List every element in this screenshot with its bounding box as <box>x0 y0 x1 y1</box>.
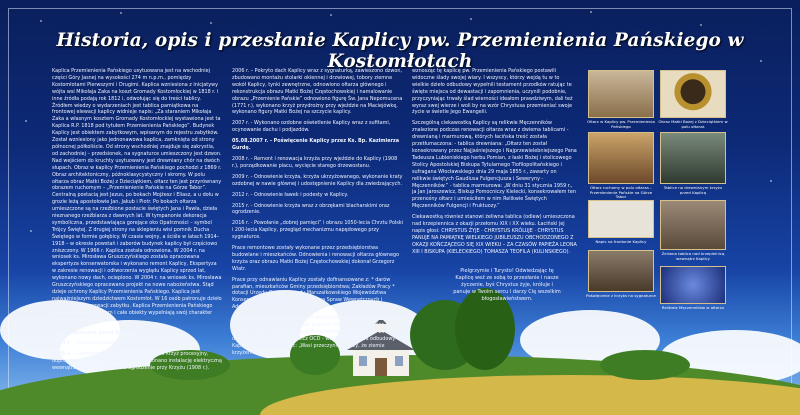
pilgrim-message: Pielgrzymie i Turysto! Odwiedzając tę Kaplicę weź ze sobą to przesłanie i nasze życzenie, byś Chrystus żyje, króluje i panuje w Twoim sercu i darzy Cię wszelkim błogosławieństwem. <box>453 268 561 302</box>
photo-transfiguration <box>588 132 654 184</box>
works-paragraph: 2008 r. - Remont i renowacja krzyża przy wjeździe do Kaplicy (1908 r.), porządkowanie placu, wycięcie starego drzewostanu. <box>232 155 398 169</box>
star-decoration <box>470 18 472 20</box>
photo-iron-plaque <box>660 200 726 250</box>
star-decoration <box>590 11 592 13</box>
message-paragraph: wznosząc tę kaplicę pw. Przemienienia Pańskiego postawili widoczne ślady swojej wiary. I wszyscy, którzy wejdą tu w to wielkie dzieło odbudowy wypełnili testament przodków ratując te święte miejsca od dewastacji i zapomnienia, uczynili podobnie, przyczyniając trwały ślad wierności ideałom prawdziwym, dali też wyraz swej wierze i woli by na wzór Chrystusa przemieniać swoje życie w świetle Jego Ewangelii. <box>412 68 573 116</box>
photo-caption: Relikwie Męczenników w ołtarzu <box>661 305 725 310</box>
tree <box>600 350 690 380</box>
works-item-text: – Zrekonstruowano Krzyż (1852 r.) <box>70 340 157 347</box>
plaque-paragraph: Ciekawostką również stanowi żeliwna tablica (odlew) umieszczona nad krzepiennica z okazji przełomu XIX i XX wieku. Łaciński jej napis głosi: CHRYSTUS ŻYJE · CHRYSTUS KRÓLUJE · CHRYSTUS PANUJE NA PAMIĄTKĘ WIELKIEGO JUBILEUSZU OBCHODZONEGO Z OKAZJI KOŃCZĄCEGO SIĘ XIX WIEKU – ZA CZASÓW PAPIEŻA LEONA XIII I BISKUPA (KIELECKIEGO) TOMASZA TEOFILA (KULINSKIEGO). <box>412 214 577 255</box>
photo-altar <box>588 70 654 118</box>
photo-belfry-cross <box>588 250 654 292</box>
text-column-1 <box>52 68 222 376</box>
works-paragraph: 2009 r. - Odnowienie krzyża, krzyża ukrzyżowanego, wykonanie kraty ozdobnej w nawie głównej i udostępnienie Kaplicy dla zwiedzających. <box>232 173 403 187</box>
photo-caption: Żeliwna tablica nad krzepielnicą wewnątrz Kaplicy <box>661 251 725 261</box>
star-decoration <box>700 24 702 26</box>
star-decoration <box>30 230 32 232</box>
text-column-3 <box>412 68 577 260</box>
works-item-year: 2005 r. <box>52 351 71 358</box>
photo-madonna <box>660 70 726 118</box>
star-decoration <box>770 180 772 182</box>
photo-caption: Poświęcenie z krzyża na sygnaturce <box>586 293 656 298</box>
star-decoration <box>40 20 42 22</box>
works-paragraph: 2015 r. - Odnowienie krzyża wraz z obrzękami blacharskimi oraz ogrodzenie. <box>232 202 390 216</box>
works-paragraph: 2016 r. - Powołanie „dobrej pamięci” i obrazu 1050-lecia Chrztu Polski i 200-lecia Kaplicy, przegląd mechanizmu napędowego przy sygnaturce. <box>232 220 404 241</box>
photo-relics <box>660 266 726 304</box>
star-decoration <box>25 120 27 122</box>
works-paragraph: 05.08.2007 r. - Poświęcenie Kaplicy przez Ks. Bp. Kazimierza Gurdę. <box>232 138 400 152</box>
relics-paragraph: Szczególną ciekawostką Kaplicy są relikwie Męczenników znalezione podczas renowacji ołtarza wraz z dwiema tablicami - drewnianą i marmurową, których łacińska treść została przetłumaczona: - tablica drewniana: „Ołtarz ten został konsekrowany przez Najjaśniejszego i Najprzewielebniejszego Pana Tadeusza Lubieniskiego herbu Pomian, z łaski Bożej i stolicowego Stolicy Apostolskiej Biskupa Tytularnego Tiofilopolitańskiego i sufragana Włocławskiego dnia 29 maja 1855 r., zawarty on relikwie świętych Gaudiusa Fulgencjusza i Seweryny - Męczenników.” - tablica marmurowa: „W dniu 31 stycznia 1959 r., ja Jan Jaroszewicz, Biskup Pomocniczy Kielecki, konsekrowałem ten przenośny ołtarz i umieściłem w nim Relikwie Świętych Męczenników Fulgencji i Fruktuozy.” <box>412 120 577 210</box>
star-decoration <box>330 14 332 16</box>
photo-caption: Napis na frontonie Kaplicy <box>595 239 647 244</box>
photo-caption: Ołtarz w Kaplicy pw. Przemienienia Pańskiego <box>587 119 655 129</box>
closing-paragraph: Dzięki zaangażowaniu wszystkich Kaplica odzyskała swą świetność jako miejsce modlitwy i zabytek jedności kultury. Słuszne więc w uwagi, Komitet z okazji odbycia Przemienienia Pańskiego w 2006 r., o. dr hab. Szczepan T.Praśkiewicz OCD - wspólnocie działa odbudowy Kaplicy - mógł powiedzieć: „Wasi przeczynie znaczy, że ziemie krzyżem. <box>232 315 404 356</box>
works-paragraph: 2007 r. - Wykonano ozdobne oświetlenie Kaplicy wraz z sufitami, ocynowanie dachu i podjazdów. <box>232 120 391 134</box>
star-decoration <box>120 12 122 14</box>
photo-caption: Obraz Matki Bożej z Dzieciątkiem w polu ołtarza <box>658 119 728 129</box>
works-item-text: – Odnowiono ogrodzenie, naprawiono krzyż procesyjny, doprowadzono energię elektryczną i wykonano instalację elektryczną wewnątrz Kaplicy, naprawiono ogrodzenie przy Krzyżu (1908 r.). <box>52 351 222 372</box>
photo-caption: Ołtarz ruchomy w polu ołtarza – Przemienienie Pańskie na Górze Tabor <box>589 185 653 200</box>
page-title: Historia, opis i przesłanie Kaplicy pw. Przemienienia Pańskiego w Kostomłotach <box>56 30 744 72</box>
works-paragraph: Prace remontowe zostały wykonane przez przedsiębiorstwa budowlane i mieszkańców. Odnowienia i renowacji ołtarza głównego krzyża oraz obrazu Matki Bożej Częstochowskiej dokonał Grzegorz Wiatr. <box>232 245 400 272</box>
photo-front-inscription <box>588 200 654 238</box>
star-decoration <box>210 22 212 24</box>
funding-paragraph: Prace przy odnawianiu Kaplicy zostały dofinansowane z: * darów parafian, mieszkańców Gminy przedsiębiorstwa; Zakładów Pracy * dotacji Urzędu Gminy, Urzędu Marszałkowskiego Województwa Konserwatora Zabytków, Ministerstwa Spraw Wewnętrznych i Administracji, Fundacji Rozwoju Wsi. <box>232 276 395 311</box>
works-paragraph: 2006 r. – Pokryto dach Kaplicy wraz z sygnaturką, zawieszono dzwon, zbudowano montażu stolarki okiennej i drzwiowej, tobory ziemne wokół Kaplicy, tynki zewnętrzne, odnowiono ołtarza głównego i rekonstrukcja obrazu Matki Bożej Częstochowskiej i namalowanie obrazu „Przemienie Pańskie” odnowiono figurę Św. Jana Nepomucena (1771 r.), wykonano krzyż przydrożny przy wjeździe na Maciejówkę, wykonano figury Matki Bożej na szczycie kaplicy. <box>232 68 403 116</box>
text-column-2 <box>232 68 404 361</box>
works-heading: Prace wykonane przez Komitet: <box>52 329 140 336</box>
works-item-year: 2004 r. <box>52 340 71 347</box>
photo-caption: Tablice na drewnianym krzyżu przed Kaplicą <box>663 185 723 195</box>
history-paragraph: Kaplica Przemienienia Pańskiego usytuowana jest na wschodniej części Góry Jasnej na wysokości 274 m n.p.m., pomiędzy Kostomłotami Pierwszymi i Drugimi. Kaplica wzniesiona z inicjatywy wójta wsi Mikołaja Zaka na koszt Gromady Kostomłockiej w 1818 r. i inne źródła podają rok 1812 i, odwołując się do treści tablicy. Źródłem wiedzy o wydarzeniach jest tablica pamiątkowa na frontowej elewacji kaplicy widnieje napis: „Za staraniem Mikołaja Zaka a własnym kosztem Gromady Kostomłockiej wystawiona jest ta Kaplica R.P. 1818 pod tytułem Przemienienia Pańskiego”. Budynek Kaplicy jest obiektem zabytkowym, wpisanym do rejestru zabytków. Został wzniesiony jako jednonawowa kaplica, zamknięta od strony północnej półkoliście. Od strony wschodniej znajduje się zakrystia, od zachodniej – przedsionek, na sygnaturce umieszczony jest dzwon. Nad wejściem do kruchty usytuowany jest drewniany chór na dwóch słupach. Obraz w kaplicy Przemienienia Pańskiego pochodzi z 1869 r. Obraz architektoniczny, późnoklasycystyczny i skromy. W polu ołtarza obraz Matki Bożej z Dzieciątkiem, ołtarz ten jest przyrównany obrazem ruchomym – „Przemienienie Pańskie na Górze Tabor”. Centralną postacią jest Jezus, po bokach Mojżesz i Eliasz, a u dołu w grozie leżą apostołowie Jan, Jakub i Piotr. Po bokach ołtarza umieszczone są na rzeźbione postacie świętych Jana i Pawła, dzieła nieznanego rzeźbiarza z dawnych lat. W tympanonie dekoracja symboliczna, przedstawiająca gorejące oko Opatrzności – symbol Trójcy Świętej. Z drugiej strony na sklepieniu wisi pomnik Ducha Świętego w formie gołębicy. W czasie wojny, a ściśle w latach 1914–1918 – w okresie powstań i zaborów budynek kaplicy był częściowo zniszczony. W 1966 r. Kaplica została odnowiona. W 2004 r. na wniosek ks. Mirosława Gruszczyńskiego została opracowana ekspertyza konserwatorska i wykonano remont Kaplicy, Ekspertyza w zakresie renowacji i odtworzenia wyglądu Kaplicy sprzed lat, wykonano nowy dach, ocieplono. W 2004 r. na wniosek ks. Mirosława Gruszczyńskiego opracowano projekt na nowe nabożeństwa. Stąd dzieje ochrony Kaplicy Przemienienia Pańskiego. Kaplica jest najważniejszym dziedzictwem Kostomłot. W 16 osób patronuje dzieło konserwacji i renowacji zabytku. Kaplica Przemienienia Pańskiego działa zgodnie z duchem i całe obiekty wypełniają swój charakter przez wiele dekad. <box>52 68 222 323</box>
photo-cross-plaques <box>660 132 726 184</box>
works-paragraph: 2012 r. - Odnowienie ławek i podesty w Kaplicy. <box>232 191 349 198</box>
